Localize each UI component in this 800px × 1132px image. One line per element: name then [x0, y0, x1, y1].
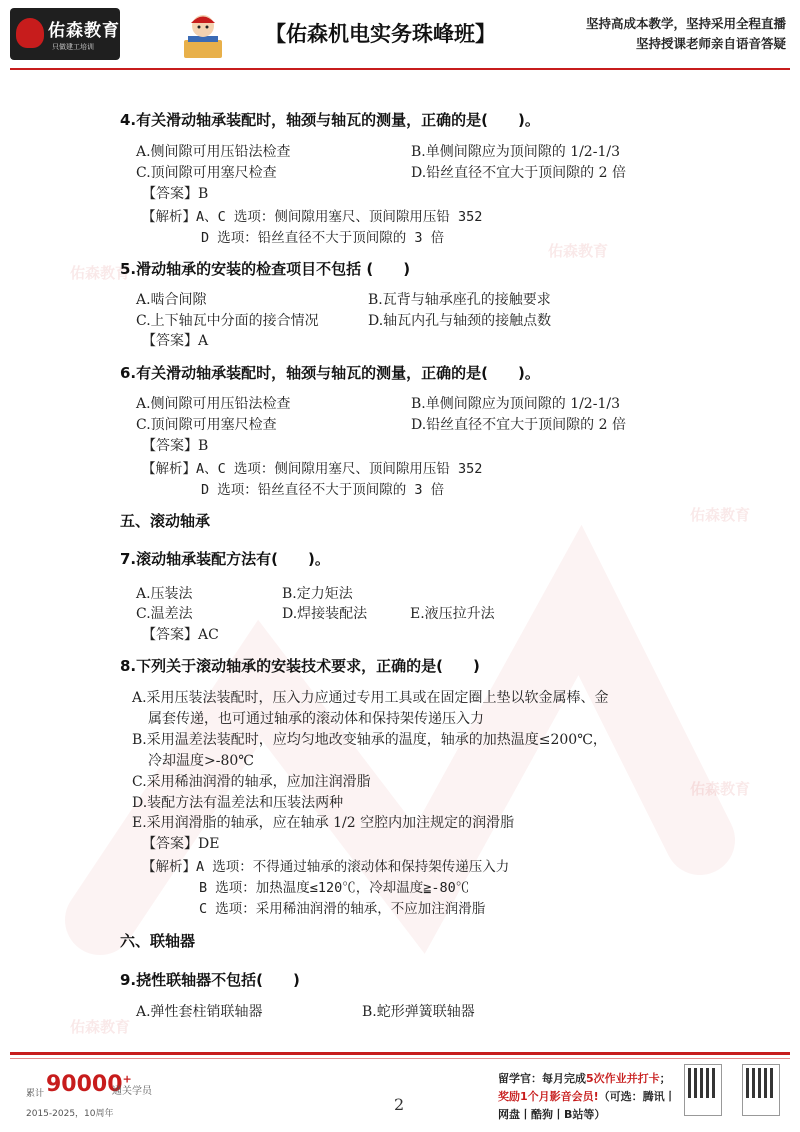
slogan-line-2: 坚持授课老师亲自语音答疑: [635, 36, 786, 51]
promo-line-3: 网盘丨酷狗丨B站等）: [498, 1108, 606, 1121]
option: B.蛇形弹簧联轴器: [362, 1004, 475, 1020]
explanation: D 选项：铅丝直径不大于顶间隙的 3 倍: [201, 230, 445, 246]
stat-number: 90000+: [46, 1072, 132, 1097]
question-title: 9.挠性联轴器不包括( ): [120, 971, 300, 989]
slogan-line-1: 坚持高成本教学，坚持采用全程直播: [585, 16, 786, 31]
watermark: 佑森教育: [548, 242, 609, 260]
question-title: 4.有关滑动轴承装配时，轴颈与轴瓦的测量，正确的是( )。: [120, 111, 540, 129]
stat-prefix: 累计: [26, 1089, 45, 1099]
option: D.轴瓦内孔与轴颈的接触点数: [368, 313, 552, 329]
option: D.铅丝直径不宜大于顶间隙的 2 倍: [411, 417, 626, 433]
watermark: 佑森教育: [690, 780, 751, 798]
qr-code: [742, 1064, 780, 1116]
option-continuation: 属套传递，也可通过轴承的滚动体和保持架传递压入力: [148, 711, 484, 727]
promo-line-1: 留学官：每月完成5次作业并打卡；: [498, 1072, 671, 1085]
header-divider: [10, 68, 790, 70]
explanation: C 选项：采用稀油润滑的轴承，不应加注润滑脂: [199, 901, 486, 917]
option: D.铅丝直径不宜大于顶间隙的 2 倍: [411, 165, 626, 181]
answer: 【答案】AC: [142, 627, 219, 643]
option: C.顶间隙可用塞尺检查: [136, 417, 277, 433]
explanation: 【解析】A 选项：不得通过轴承的滚动体和保持架传递压入力: [142, 859, 510, 875]
answer: 【答案】B: [142, 438, 209, 454]
option: C.温差法: [136, 606, 193, 622]
logo-text: 佑森教育: [48, 21, 120, 41]
explanation: 【解析】A、C 选项：侧间隙用塞尺、顶间隙用压铅 352: [142, 209, 483, 225]
option: C.顶间隙可用塞尺检查: [136, 165, 277, 181]
option: B.采用温差法装配时，应均匀地改变轴承的温度，轴承的加热温度≤200℃，: [132, 732, 607, 748]
option: C.上下轴瓦中分面的接合情况: [136, 313, 319, 329]
brand-logo: [10, 8, 120, 60]
option: B.单侧间隙应为顶间隙的 1/2-1/3: [411, 396, 620, 412]
qr-code-icon: [688, 1068, 718, 1098]
explanation: D 选项：铅丝直径不大于顶间隙的 3 倍: [201, 482, 445, 498]
watermark: 佑森教育: [70, 1018, 131, 1036]
watermark: 佑森教育: [70, 264, 131, 282]
option: A.侧间隙可用压铅法检查: [136, 144, 291, 160]
option: A.侧间隙可用压铅法检查: [136, 396, 291, 412]
answer: 【答案】B: [142, 186, 209, 202]
stat-suffix: 通关学员: [112, 1086, 152, 1097]
page-number: 2: [394, 1095, 405, 1114]
option: A.采用压装法装配时，压入力应通过专用工具或在固定圈上垫以软金属棒、金: [132, 690, 609, 706]
qr-code: [684, 1064, 722, 1116]
option: E.液压拉升法: [410, 606, 495, 622]
logo-subtitle: 只做建工培训: [52, 43, 94, 51]
explanation: 【解析】A、C 选项：侧间隙用塞尺、顶间隙用压铅 352: [142, 461, 483, 477]
option-continuation: 冷却温度>-80℃: [148, 753, 254, 769]
footer-divider-thin: [10, 1058, 790, 1059]
mascot-icon: [178, 10, 228, 62]
answer: 【答案】A: [142, 333, 209, 349]
question-title: 7.滚动轴承装配方法有( )。: [120, 550, 330, 568]
banner-title: 【佑森机电实务珠峰班】: [265, 22, 496, 46]
question-title: 8.下列关于滚动轴承的安装技术要求，正确的是( ): [120, 657, 480, 675]
footer-divider: [10, 1052, 790, 1055]
section-heading: 六、联轴器: [120, 932, 196, 950]
page-header: [0, 0, 800, 70]
option: A.压装法: [136, 586, 193, 602]
answer: 【答案】DE: [142, 836, 220, 852]
option: E.采用润滑脂的轴承，应在轴承 1/2 空腔内加注规定的润滑脂: [132, 815, 515, 831]
option: B.定力矩法: [282, 586, 353, 602]
option: A.啮合间隙: [136, 292, 207, 308]
watermark: 佑森教育: [690, 506, 751, 524]
section-heading: 五、滚动轴承: [120, 512, 211, 530]
stat-years: 2015-2025，10周年: [26, 1109, 114, 1119]
option: D.焊接装配法: [282, 606, 368, 622]
seal-icon: [16, 18, 44, 48]
explanation: B 选项：加热温度≤120℃，冷却温度≧-80℃: [199, 880, 470, 896]
option: B.单侧间隙应为顶间隙的 1/2-1/3: [411, 144, 620, 160]
option: B.瓦背与轴承座孔的接触要求: [368, 292, 551, 308]
option: D.装配方法有温差法和压装法两种: [132, 795, 344, 811]
promo-line-2: 奖励1个月影音会员!（可选：腾讯丨: [498, 1090, 676, 1103]
question-title: 6.有关滑动轴承装配时，轴颈与轴瓦的测量，正确的是( )。: [120, 364, 540, 382]
qr-code-icon: [746, 1068, 776, 1098]
question-title: 5.滑动轴承的安装的检查项目不包括 ( ): [120, 260, 411, 278]
option: A.弹性套柱销联轴器: [136, 1004, 263, 1020]
option: C.采用稀油润滑的轴承，应加注润滑脂: [132, 774, 371, 790]
